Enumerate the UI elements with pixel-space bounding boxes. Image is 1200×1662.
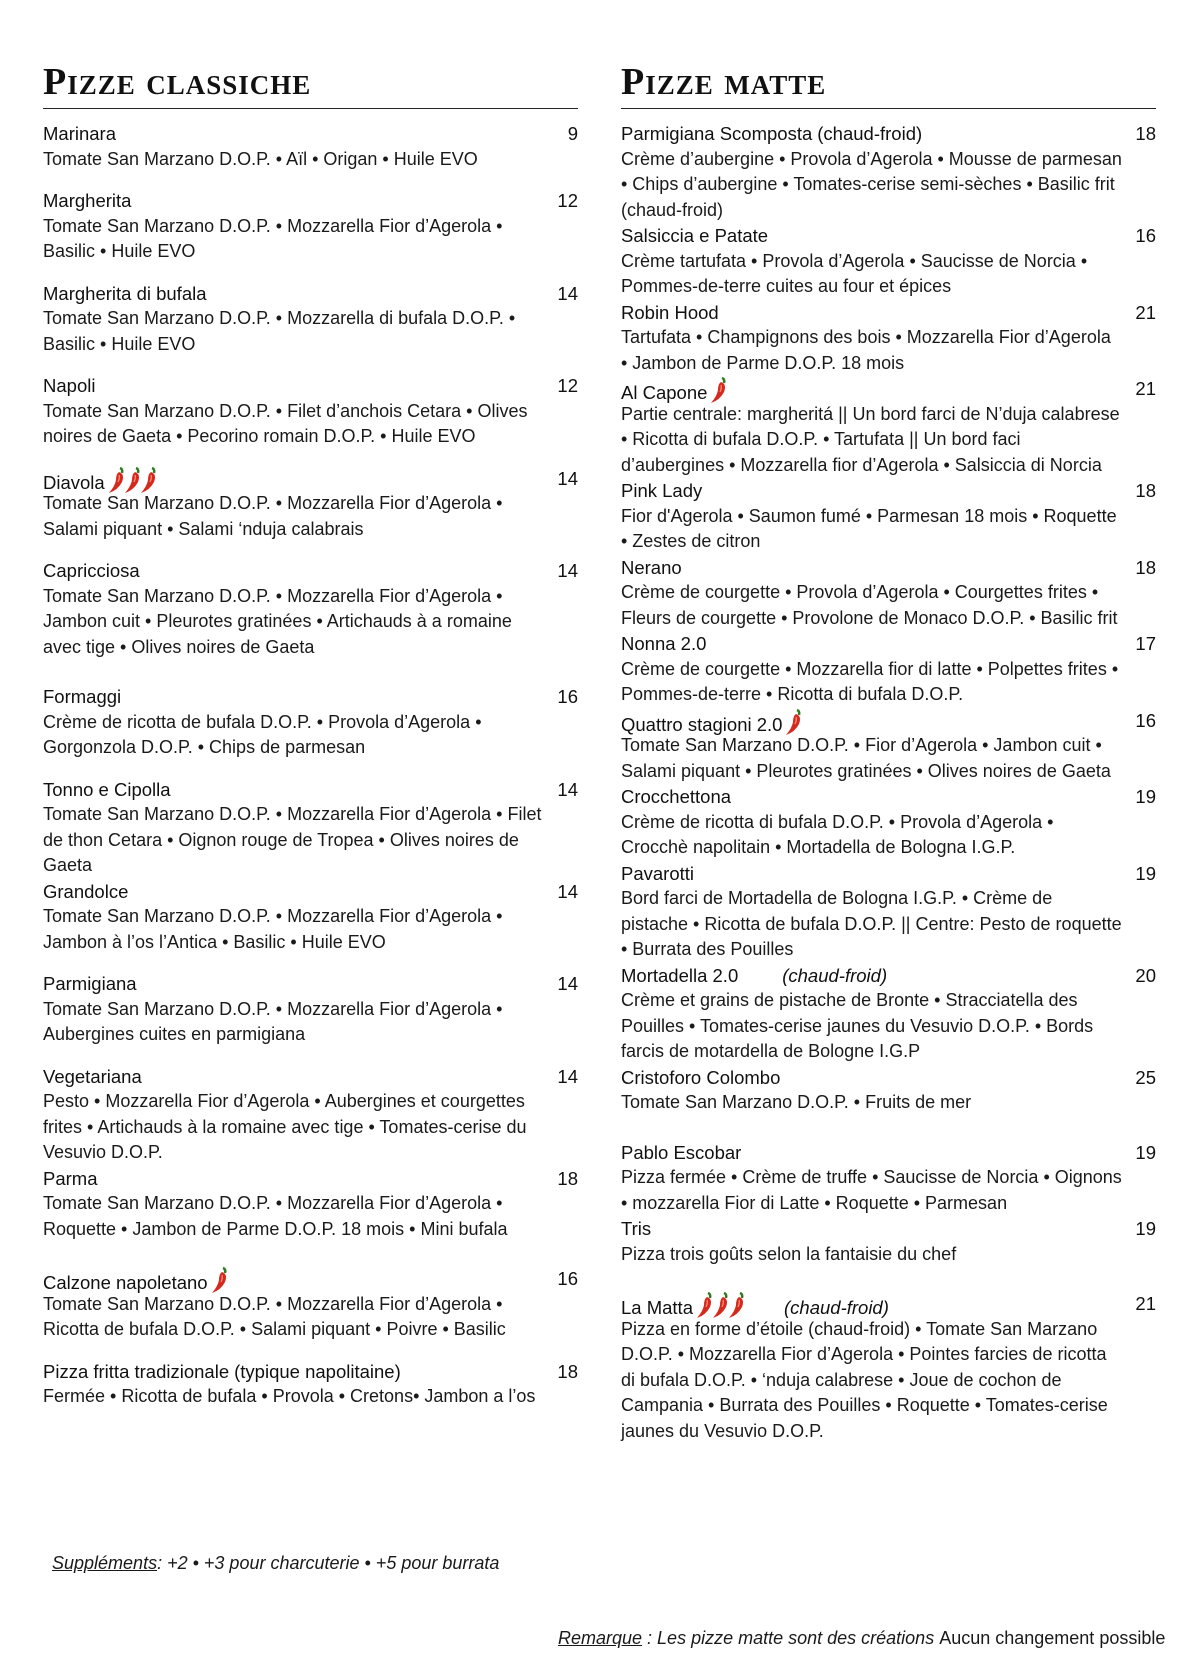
item-name: Pink Lady <box>621 480 703 501</box>
item-name: Calzone napoletano <box>43 1272 208 1293</box>
item-price: 14 <box>557 467 578 489</box>
item-price: 14 <box>557 560 578 581</box>
item-name-row <box>43 1359 544 1385</box>
item-price: 16 <box>1135 225 1156 246</box>
remark-text: : Les pizze matte sont des créations <box>642 1628 940 1648</box>
item-name: Al Capone <box>621 382 708 403</box>
item-name: Pablo Escobar <box>621 1141 742 1163</box>
item-name: Robin Hood <box>621 301 719 323</box>
item-name-row <box>43 1064 544 1090</box>
item-description: Tomate San Marzano D.O.P. • Mozzarella Fior d’Agerola • Basilic • Huile EVO <box>43 215 503 261</box>
item-price: 16 <box>557 1268 578 1289</box>
item-price: 19 <box>1135 1218 1156 1239</box>
item-price: 14 <box>557 778 578 800</box>
item-name: Parma <box>43 1167 98 1189</box>
menu-item <box>621 300 1156 377</box>
item-price: 18 <box>1135 123 1156 144</box>
menu-item <box>43 281 578 358</box>
item-description: Pizza en forme d’étoile (chaud-froid) • Tomate San Marzano D.O.P. • Mozzarella Fior d’Agerola • Pointes farcies de ricotta di bufala D.O.P. • ‘nduja calabrese • Joue de cochon de Campania • Burrata des Pouilles • Roquette • Tomates-cerise jaunes du Vesuvio D.O.P. <box>621 1318 1108 1441</box>
item-name: Salsiccia e Patate <box>621 225 769 246</box>
column-pizze-matte <box>621 58 1156 1444</box>
item-name: Napoli <box>43 375 96 396</box>
supplements-note <box>52 1553 499 1574</box>
remark-label: Remarque <box>558 1628 643 1648</box>
item-description: Tomate San Marzano D.O.P. • Mozzarella Fior d’Agerola • Roquette • Jambon de Parme D.O.P. 18 mois • Mini bufala <box>43 1193 508 1239</box>
item-name-row <box>43 879 544 905</box>
item-price: 14 <box>557 1065 578 1087</box>
menu-list <box>621 121 1156 1444</box>
menu-item <box>621 478 1156 555</box>
item-name: Mortadella 2.0 <box>621 964 739 986</box>
item-price: 14 <box>557 973 578 994</box>
item-name: Pizza fritta tradizionale <box>43 1360 230 1382</box>
item-price: 18 <box>1135 556 1156 578</box>
item-description: Pizza trois goûts selon la fantaisie du chef <box>621 1243 957 1264</box>
item-description: Crème tartufata • Provola d’Agerola • Saucisse de Norcia • Pommes-de-terre cuites au four et épices <box>621 250 1088 296</box>
item-name-row <box>621 1065 1122 1091</box>
item-name: La Matta <box>621 1297 693 1318</box>
menu-item <box>43 777 578 879</box>
item-description: Crème de courgette • Provola d’Agerola • Courgettes frites • Fleurs de courgette • Provolone de Monaco D.O.P. • Basilic frit <box>621 582 1118 628</box>
menu-item <box>621 1140 1156 1217</box>
item-name: Nonna 2.0 <box>621 633 707 654</box>
item-price: 19 <box>1135 862 1156 884</box>
section-title: Pizze classiche <box>43 61 312 103</box>
item-description: Tomate San Marzano D.O.P. • Mozzarella Fior d’Agerola • Jambon à l’os l’Antica • Basilic • Huile EVO <box>43 906 503 952</box>
menu-item <box>621 555 1156 632</box>
item-description: Bord farci de Mortadella de Bologna I.G.P. • Crème de pistache • Ricotta de bufala D.O.P. || Centre: Pesto de roquette • Burrata des Pouilles <box>621 888 1122 959</box>
item-name-row <box>621 121 1122 147</box>
item-name-row <box>621 1216 1122 1242</box>
item-name-row <box>621 1140 1122 1166</box>
item-name-row <box>43 281 544 307</box>
item-name-row <box>621 300 1122 326</box>
item-description: Fermée • Ricotta de bufala • Provola • Cretons• Jambon a l’os <box>43 1386 536 1406</box>
menu-item <box>621 223 1156 300</box>
item-description: Tomate San Marzano D.O.P. • Mozzarella di bufala D.O.P. • Basilic • Huile EVO <box>43 308 516 354</box>
item-name: Crocchettona <box>621 786 732 807</box>
menu-item <box>43 879 578 956</box>
item-price: 9 <box>567 123 578 144</box>
item-name-row <box>43 188 544 214</box>
supplements-text: : +2 • +3 pour charcuterie • +5 pour burrata <box>157 1553 500 1573</box>
menu-item <box>621 708 1156 785</box>
menu-item <box>621 631 1156 708</box>
menu-item <box>621 963 1156 1065</box>
item-name-row <box>621 963 1122 989</box>
item-price: 12 <box>557 375 578 396</box>
item-name: Tonno e Cipolla <box>43 778 171 800</box>
item-name-row <box>621 376 1122 402</box>
item-description: Tomate San Marzano D.O.P. • Filet d’anchois Cetara • Olives noires de Gaeta • Pecorino romain D.O.P. • Huile EVO <box>43 400 528 446</box>
menu-item <box>621 784 1156 861</box>
item-name-row <box>621 478 1122 504</box>
item-description: Tomate San Marzano D.O.P. • Mozzarella Fior d’Agerola • Jambon cuit • Pleurotes gratinées • Artichauds à a romaine avec tige • Olives noires de Gaeta <box>43 585 512 657</box>
item-description: Tomate San Marzano D.O.P. • Fruits de mer <box>621 1092 972 1112</box>
section-divider <box>43 108 578 109</box>
remark-strong: Aucun changement possible <box>939 1628 1166 1648</box>
item-name: Margherita di bufala <box>43 282 207 304</box>
item-price: 18 <box>557 1360 578 1382</box>
menu-item <box>43 1166 578 1243</box>
item-name-row <box>43 777 544 803</box>
item-name-row <box>621 1291 1122 1317</box>
menu-item <box>621 861 1156 963</box>
item-name-row <box>621 223 1122 249</box>
remark-note <box>558 1628 1165 1649</box>
item-name: Parmigiana Scomposta <box>621 123 813 144</box>
item-name: Marinara <box>43 123 116 144</box>
item-note: (chaud-froid) <box>782 964 888 986</box>
menu-item <box>621 376 1156 478</box>
item-price: 19 <box>1135 1141 1156 1163</box>
item-description: Crème d’aubergine • Provola d’Agerola • Mousse de parmesan • Chips d’aubergine • Tomates-cerise semi-sèches • Basilic frit (chaud-froid) <box>621 148 1122 220</box>
item-price: 14 <box>557 880 578 902</box>
item-name: Tris <box>621 1218 652 1239</box>
item-name: Vegetariana <box>43 1065 142 1087</box>
item-name: Quattro stagioni 2.0 <box>621 713 783 735</box>
menu-item <box>43 188 578 265</box>
menu-item <box>43 684 578 761</box>
item-name-row <box>43 1166 544 1192</box>
item-name: Grandolce <box>43 880 129 902</box>
menu-item <box>43 1359 578 1410</box>
item-name-row <box>43 558 544 584</box>
item-name: Formaggi <box>43 686 122 707</box>
menu-item <box>43 971 578 1048</box>
item-price: 18 <box>557 1167 578 1189</box>
menu-item <box>621 1065 1156 1116</box>
item-name-row <box>43 466 544 492</box>
item-price: 21 <box>1135 301 1156 323</box>
item-name: Nerano <box>621 556 682 578</box>
item-price: 18 <box>1135 480 1156 501</box>
item-description: Crème et grains de pistache de Bronte • Stracciatella des Pouilles • Tomates-cerise jaunes du Vesuvio D.O.P. • Bords farcis de motardella de Bologne I.G.P <box>621 990 1094 1061</box>
menu-item <box>621 121 1156 223</box>
item-name-row <box>621 784 1122 810</box>
item-name-row <box>43 1266 544 1292</box>
supplements-label: Suppléments <box>52 1553 158 1573</box>
item-name-row <box>621 708 1122 734</box>
item-description: Crème de ricotta de bufala D.O.P. • Provola d’Agerola • Gorgonzola D.O.P. • Chips de parmesan <box>43 711 482 757</box>
item-name-row <box>43 971 544 997</box>
item-description: Pesto • Mozzarella Fior d’Agerola • Aubergines et courgettes frites • Artichauds à la romaine avec tige • Tomates-cerise du Vesuvio D.O.P. <box>43 1091 527 1162</box>
section-divider <box>621 108 1156 109</box>
item-description: Tomate San Marzano D.O.P. • Fior d’Agerola • Jambon cuit • Salami piquant • Pleurotes gratinées • Olives noires de Gaeta <box>621 735 1111 781</box>
column-pizze-classiche <box>43 58 578 1410</box>
menu-item <box>621 1291 1156 1444</box>
section-title: Pizze matte <box>621 61 827 103</box>
item-description: Crème de courgette • Mozzarella fior di latte • Polpettes frites • Pommes-de-terre • Ricotta di bufala D.O.P. <box>621 658 1119 704</box>
item-name-row <box>621 555 1122 581</box>
item-description: Pizza fermée • Crème de truffe • Saucisse de Norcia • Oignons • mozzarella Fior di Latte • Roquette • Parmesan <box>621 1167 1122 1213</box>
item-price: 25 <box>1135 1066 1156 1088</box>
item-price: 17 <box>1135 633 1156 654</box>
item-description: Tomate San Marzano D.O.P. • Mozzarella Fior d’Agerola • Ricotta de bufala D.O.P. • Salami piquant • Poivre • Basilic <box>43 1293 506 1339</box>
item-name: Margherita <box>43 190 132 211</box>
item-price: 21 <box>1135 378 1156 399</box>
item-name-row <box>43 121 544 147</box>
item-name: Diavola <box>43 471 105 493</box>
item-price: 16 <box>557 686 578 707</box>
item-name: Pavarotti <box>621 862 695 884</box>
menu-item <box>43 121 578 172</box>
item-description: Tomate San Marzano D.O.P. • Mozzarella Fior d’Agerola • Salami piquant • Salami ‘nduja calabrais <box>43 493 503 539</box>
item-price: 14 <box>557 282 578 304</box>
menu-item <box>43 373 578 450</box>
item-description: Tomate San Marzano D.O.P. • Mozzarella Fior d’Agerola • Aubergines cuites en parmigiana <box>43 998 503 1044</box>
item-description: Tartufata • Champignons des bois • Mozzarella Fior d’Agerola • Jambon de Parme D.O.P. 18 mois <box>621 327 1111 373</box>
item-name-row <box>621 631 1122 657</box>
item-description: Tomate San Marzano D.O.P. • Aïl • Origan • Huile EVO <box>43 148 478 169</box>
menu-list <box>43 121 578 1410</box>
menu-item <box>621 1216 1156 1267</box>
item-price: 21 <box>1135 1293 1156 1314</box>
menu-item <box>43 1266 578 1343</box>
item-description: Partie centrale: margheritá || Un bord farci de N’duja calabrese • Ricotta di bufala D.O.P. • Tartufata || Un bord faci d’aubergines • Mozzarella fior d’Agerola • Salsiccia di Norcia <box>621 403 1120 475</box>
item-note: (chaud-froid) <box>817 123 923 144</box>
item-name: Cristoforo Colombo <box>621 1066 781 1088</box>
item-note: (chaud-froid) <box>784 1297 889 1318</box>
item-description: Tomate San Marzano D.O.P. • Mozzarella Fior d’Agerola • Filet de thon Cetara • Oignon rouge de Tropea • Olives noires de Gaeta <box>43 804 542 875</box>
item-note: (typique napolitaine) <box>234 1360 401 1382</box>
item-price: 20 <box>1135 964 1156 986</box>
item-name-row <box>43 373 544 399</box>
item-price: 12 <box>557 190 578 211</box>
item-name-row <box>43 684 544 710</box>
item-price: 16 <box>1135 709 1156 731</box>
menu-item <box>43 558 578 660</box>
menu-item <box>43 466 578 543</box>
item-price: 19 <box>1135 786 1156 807</box>
item-description: Crème de ricotta di bufala D.O.P. • Provola d’Agerola • Crocchè napolitain • Mortadella de Bologna I.G.P. <box>621 811 1054 857</box>
item-description: Fior d'Agerola • Saumon fumé • Parmesan 18 mois • Roquette • Zestes de citron <box>621 505 1117 551</box>
item-name: Capricciosa <box>43 560 140 581</box>
item-name-row <box>621 861 1122 887</box>
menu-item <box>43 1064 578 1166</box>
item-name: Parmigiana <box>43 973 137 994</box>
